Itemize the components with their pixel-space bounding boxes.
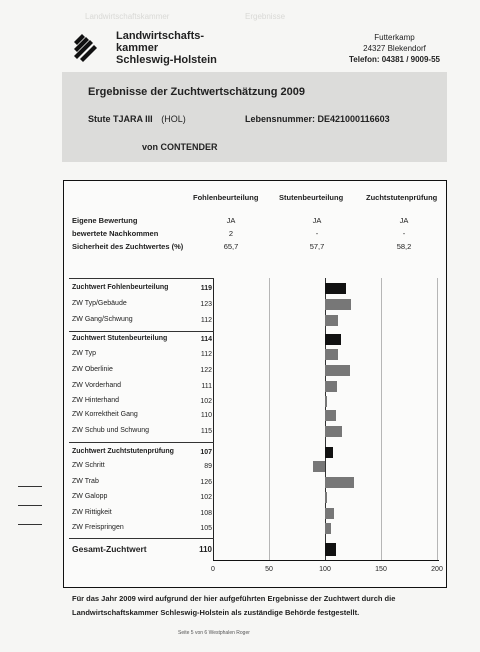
chart-bar [325,523,331,534]
item-label: ZW Gang/Schwung [72,316,133,323]
bleed-through-text: Ergebnisse [245,12,286,21]
summary-cell: 2 [228,229,234,238]
item-value: 115 [200,428,212,435]
total-label: Gesamt-Zuchtwert [72,544,147,554]
grid-line [381,278,382,560]
grid-line [213,278,214,560]
chart-bar [325,315,338,326]
margin-mark [18,505,42,506]
section-value: 119 [200,285,212,292]
item-label: ZW Typ [72,350,96,357]
organization-name: Landwirtschafts- kammer Schleswig-Holstein [116,30,217,66]
item-label: ZW Galopp [72,493,108,500]
item-value: 112 [200,317,212,324]
section-title: Zuchtwert Fohlenbeurteilung [72,284,169,291]
section-divider [69,442,214,443]
item-value: 122 [200,367,212,374]
summary-row-label: Sicherheit des Zuchtwertes (%) [72,242,184,251]
column-header: Zuchtstutenprüfung [366,193,438,202]
item-label: ZW Oberlinie [72,366,113,373]
address-block: Futterkamp 24327 Blekendorf Telefon: 04381 / 9009-55 [348,33,440,64]
grid-line [437,278,438,560]
chart-bar [325,365,350,376]
section-value: 114 [200,336,212,343]
summary-cell: 58,2 [396,242,412,251]
summary-cell: JA [312,216,322,225]
page-number: Seite 5 von 6 Westphalen Roger [178,630,250,636]
item-label: ZW Freispringen [72,524,124,531]
summary-cell: JA [399,216,409,225]
axis-tick-label: 100 [319,566,331,573]
chamber-logo-icon [70,32,100,62]
lebensnummer: Lebensnummer: DE421000116603 [245,114,390,124]
margin-mark [18,524,42,525]
item-label: ZW Typ/Gebäude [72,300,127,307]
column-header: Fohlenbeurteilung [193,193,259,202]
total-value: 110 [199,545,212,554]
axis-line [213,560,439,561]
item-label: ZW Korrektheit Gang [72,411,138,418]
chart-bar [325,349,338,360]
section-divider [69,278,214,279]
chart-bar [325,508,334,519]
axis-tick-label: 200 [431,566,443,573]
section-divider [69,331,214,332]
item-label: ZW Trab [72,478,99,485]
item-label: ZW Schub und Schwung [72,427,150,434]
item-label: ZW Rittigkeit [72,509,112,516]
chart-bar [325,426,342,437]
summary-cell: - [315,229,319,238]
item-label: ZW Schritt [72,462,105,469]
item-label: ZW Hinterhand [72,397,120,404]
summary-cell: JA [226,216,236,225]
chart-bar [325,299,351,310]
item-value: 126 [200,479,212,486]
item-value: 123 [200,301,212,308]
summary-cell: 65,7 [223,242,239,251]
item-value: 108 [200,510,212,517]
item-value: 89 [204,463,212,470]
section-value: 107 [200,449,212,456]
bleed-through-text: Landwirtschaftskammer [85,12,170,21]
chart-bar [325,410,336,421]
item-value: 105 [200,525,212,532]
section-divider [69,538,214,539]
chart-bar [325,334,341,345]
chart-bar [325,477,354,488]
document-title: Ergebnisse der Zuchtwertschätzung 2009 [88,86,306,98]
chart-bar [325,447,333,458]
grid-line [269,278,270,560]
item-value: 102 [200,398,212,405]
chart-bar [325,492,327,503]
column-header: Stutenbeurteilung [279,193,344,202]
axis-tick-label: 50 [265,566,273,573]
chart-bar [325,543,336,556]
summary-row-label: Eigene Bewertung [72,216,138,225]
horse-line: Stute TJARA III (HOL) [88,114,186,124]
item-value: 102 [200,494,212,501]
section-title: Zuchtwert Stutenbeurteilung [72,335,168,342]
chart-bar [325,381,337,392]
section-title: Zuchtwert Zuchtstutenprüfung [72,448,174,455]
summary-cell: - [402,229,406,238]
item-value: 110 [200,412,212,419]
summary-row-label: bewertete Nachkommen [72,229,159,238]
margin-mark [18,486,42,487]
summary-cell: 57,7 [309,242,325,251]
footer-statement: Für das Jahr 2009 wird aufgrund der hier aufgeführten Ergebnisse der Zuchtwert durch die Landwirtschaftskammer Schleswig-Holstein als zuständige Behörde festgestellt. [72,594,396,617]
chart-bar [325,396,327,407]
axis-tick-label: 0 [211,566,215,573]
axis-tick-label: 150 [375,566,387,573]
item-value: 111 [201,383,212,390]
item-value: 112 [200,351,212,358]
item-label: ZW Vorderhand [72,382,122,389]
sire-line: von CONTENDER [142,142,218,152]
chart-bar [313,461,325,472]
chart-bar [325,283,346,294]
